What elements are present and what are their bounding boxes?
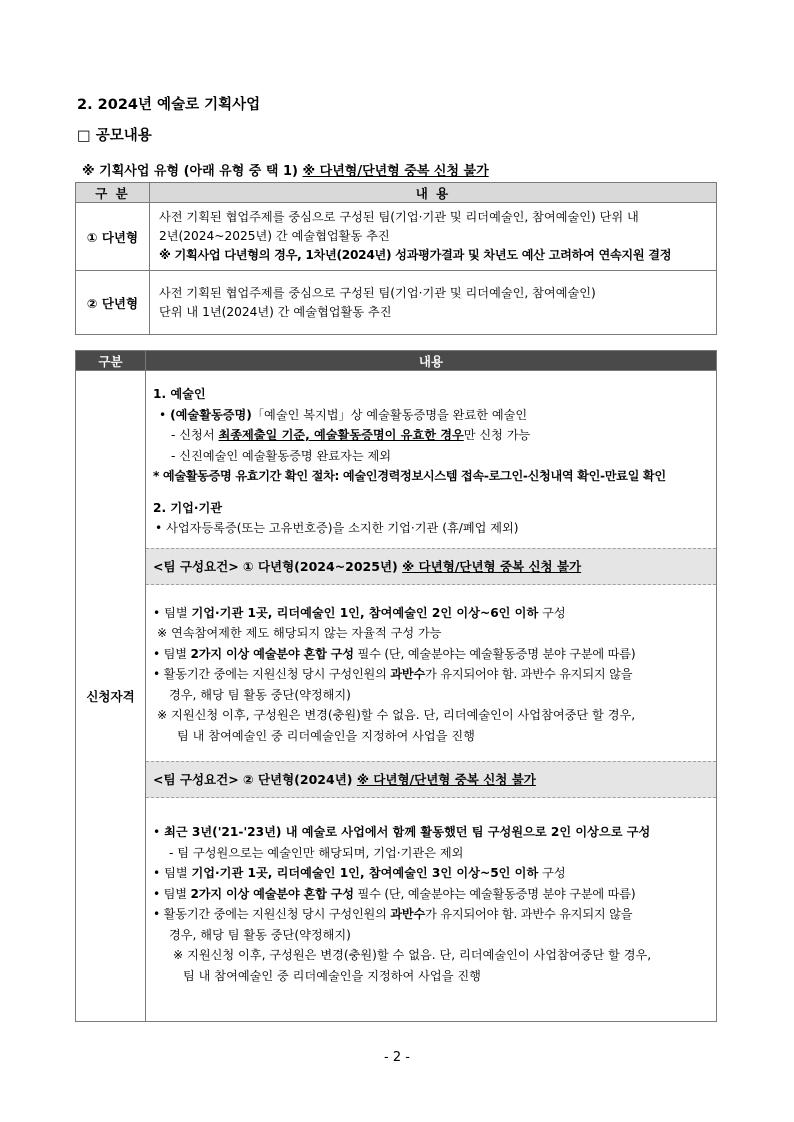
list-item: • (예술활동증명)「예술인 복지법」상 예술활동증명을 완료한 예술인: [159, 407, 528, 422]
text: 구성: [538, 605, 566, 620]
text-line: 사전 기획된 협업주제를 중심으로 구성된 팀(기업·기관 및 리더예술인, 참여예술인): [159, 285, 596, 300]
list-subitem: - 팀 구성원으로는 예술인만 해당되며, 기업·기관은 제외: [169, 845, 464, 860]
bold-text: 과반수: [390, 667, 426, 681]
bold-text: 과반수: [390, 907, 426, 921]
band-text: <팀 구성요건> ② 단년형(2024년): [153, 772, 357, 787]
list-item: • 활동기간 중에는 지원신청 당시 구성인원의 과반수가 유지되어야 함. 과반수 유지되지 않을: [153, 667, 633, 681]
header-content: 내용: [146, 351, 717, 371]
text: 가 유지되어야 함. 과반수 유지되지 않을: [425, 667, 633, 681]
text: 만 신청 가능: [463, 428, 531, 442]
section-title: 2. 2024년 예술로 기획사업: [77, 97, 261, 113]
bold-text: (예술활동증명): [170, 407, 252, 422]
single-year-band: [146, 761, 716, 798]
eligibility-content: [146, 371, 717, 1022]
text-line: 2년(2024~2025년) 간 예술협업활동 추진: [159, 229, 390, 243]
list-item: • 활동기간 중에는 지원신청 당시 구성인원의 과반수가 유지되어야 함. 과반수 유지되지 않을: [153, 907, 633, 921]
label-eligibility: 신청자격: [76, 371, 146, 1022]
artist-title: 1. 예술인: [153, 387, 206, 401]
text: - 신청서: [171, 428, 219, 442]
table-row-single-year: [76, 271, 717, 335]
company-section: [146, 487, 716, 548]
note-line: ※ 지원신청 이후, 구성원은 변경(충원)할 수 없음. 단, 리더예술인이 사업참여중단 할 경우,: [173, 948, 652, 962]
text: 사업자등록증(또는 고유번호증)을 소지한 기업·기관 (휴/폐업 제외): [166, 521, 519, 535]
list-item: • 팀별 기업·기관 1곳, 리더예술인 1인, 참여예술인 3인 이상~5인 이하 구성: [153, 866, 566, 880]
text-line: 사전 기획된 협업주제를 중심으로 구성된 팀(기업·기관 및 리더예술인, 참여예술인) 단위 내: [159, 210, 639, 224]
note-line-continued: 팀 내 참여예술인 중 리더예술인을 지정하여 사업을 진행: [177, 728, 475, 743]
multi-year-band: [146, 548, 716, 585]
subsection-title: □ 공모내용: [77, 128, 152, 144]
label-single-year: ② 단년형: [76, 271, 150, 335]
list-item: • 팀별 2가지 이상 예술분야 혼합 구성 필수 (단, 예술분야는 예술활동증명 분야 구분에 따름): [153, 646, 636, 661]
label-multi-year: ① 다년형: [76, 203, 150, 271]
text: 「예술인 복지법」상 예술활동증명을 완료한 예술인: [251, 407, 528, 422]
text: 팀별: [163, 886, 191, 901]
bold-text: 기업·기관 1곳, 리더예술인 1인, 참여예술인 2인 이상~6인 이하: [191, 605, 539, 620]
type-table: [75, 182, 717, 335]
note-line: ※ 지원신청 이후, 구성원은 변경(충원)할 수 없음. 단, 리더예술인이 사업참여중단 할 경우,: [157, 708, 636, 722]
list-item: • 팀별 2가지 이상 예술분야 혼합 구성 필수 (단, 예술분야는 예술활동증명 분야 구분에 따름): [153, 886, 636, 901]
list-item-continued: 경우, 해당 팀 활동 중단(약정해지): [169, 687, 351, 702]
text: 활동기간 중에는 지원신청 당시 구성인원의: [163, 667, 391, 681]
multi-year-requirements: [146, 585, 716, 762]
type-note-prefix: ※ 기획사업 유형 (아래 유형 중 택 1): [82, 164, 303, 179]
text: 팀별: [164, 605, 192, 620]
text: 필수 (단, 예술분야는 예술활동증명 분야 구분에 따름): [353, 886, 636, 901]
type-note: [82, 160, 489, 179]
bold-text: 기업·기관 1곳, 리더예술인 1인, 참여예술인 3인 이상~5인 이하: [191, 866, 539, 880]
header-content: 내 용: [150, 183, 717, 203]
artist-section: [146, 371, 716, 487]
company-title: 2. 기업·기관: [153, 500, 223, 515]
type-note-warning: ※ 다년형/단년형 중복 신청 불가: [302, 164, 489, 179]
band-text: <팀 구성요건> ① 다년형(2024~2025년): [153, 558, 403, 574]
bold-text: 최근 3년('21-'23년) 내 예술로 사업에서 함께 활동했던 팀 구성원으로 2인 이상으로 구성: [164, 825, 651, 839]
band-warning: ※ 다년형/단년형 중복 신청 불가: [356, 772, 536, 787]
eligibility-table-header: [76, 351, 717, 371]
bold-text: 2가지 이상 예술분야 혼합 구성: [190, 646, 354, 661]
verification-note: * 예술활동증명 유효기간 확인 절차: 예술인경력정보시스템 접속-로그인-신청내역 확인-만료일 확인: [153, 469, 666, 483]
list-subitem: [153, 425, 712, 446]
bold-text: 2가지 이상 예술분야 혼합 구성: [190, 886, 354, 901]
header-category: 구 분: [76, 183, 150, 203]
text: 팀별: [163, 646, 191, 661]
list-subitem: - 신진예술인 예술활동증명 완료자는 제외: [171, 448, 392, 463]
text: 필수 (단, 예술분야는 예술활동증명 분야 구분에 따름): [353, 646, 636, 661]
list-item: • 최근 3년('21-'23년) 내 예술로 사업에서 함께 활동했던 팀 구성원으로 2인 이상으로 구성: [153, 825, 651, 839]
list-item-continued: 경우, 해당 팀 활동 중단(약정해지): [169, 927, 351, 942]
eligibility-row: [76, 371, 717, 1022]
note-line: ※ 연속참여제한 제도 해당되지 않는 자율적 구성 가능: [157, 626, 442, 640]
text: 팀별: [164, 866, 192, 880]
note-line-continued: 팀 내 참여예술인 중 리더예술인을 지정하여 사업을 진행: [183, 968, 481, 983]
text-line: 단위 내 1년(2024년) 간 예술협업활동 추진: [159, 304, 392, 319]
emphasis-text: 최종제출일 기준, 예술활동증명이 유효한 경우: [218, 428, 464, 442]
list-item: • 팀별 기업·기관 1곳, 리더예술인 1인, 참여예술인 2인 이상~6인 이하 구성: [153, 605, 566, 620]
eligibility-table: [75, 350, 717, 1022]
table-row-multi-year: [76, 203, 717, 271]
type-table-header: [76, 183, 717, 203]
page-number: - 2 -: [384, 1050, 410, 1065]
header-category: 구분: [76, 351, 146, 371]
text: 가 유지되어야 함. 과반수 유지되지 않을: [425, 907, 633, 921]
single-year-requirements: [146, 798, 716, 986]
band-warning: ※ 다년형/단년형 중복 신청 불가: [402, 558, 582, 574]
text-line-note: ※ 기획사업 다년형의 경우, 1차년(2024년) 성과평가결과 및 차년도 예산 고려하여 연속지원 결정: [159, 248, 672, 262]
list-item: • 사업자등록증(또는 고유번호증)을 소지한 기업·기관 (휴/폐업 제외): [155, 521, 519, 535]
text: 활동기간 중에는 지원신청 당시 구성인원의: [163, 907, 391, 921]
text: 구성: [538, 866, 566, 880]
content-single-year: [150, 271, 717, 335]
content-multi-year: [150, 203, 717, 271]
